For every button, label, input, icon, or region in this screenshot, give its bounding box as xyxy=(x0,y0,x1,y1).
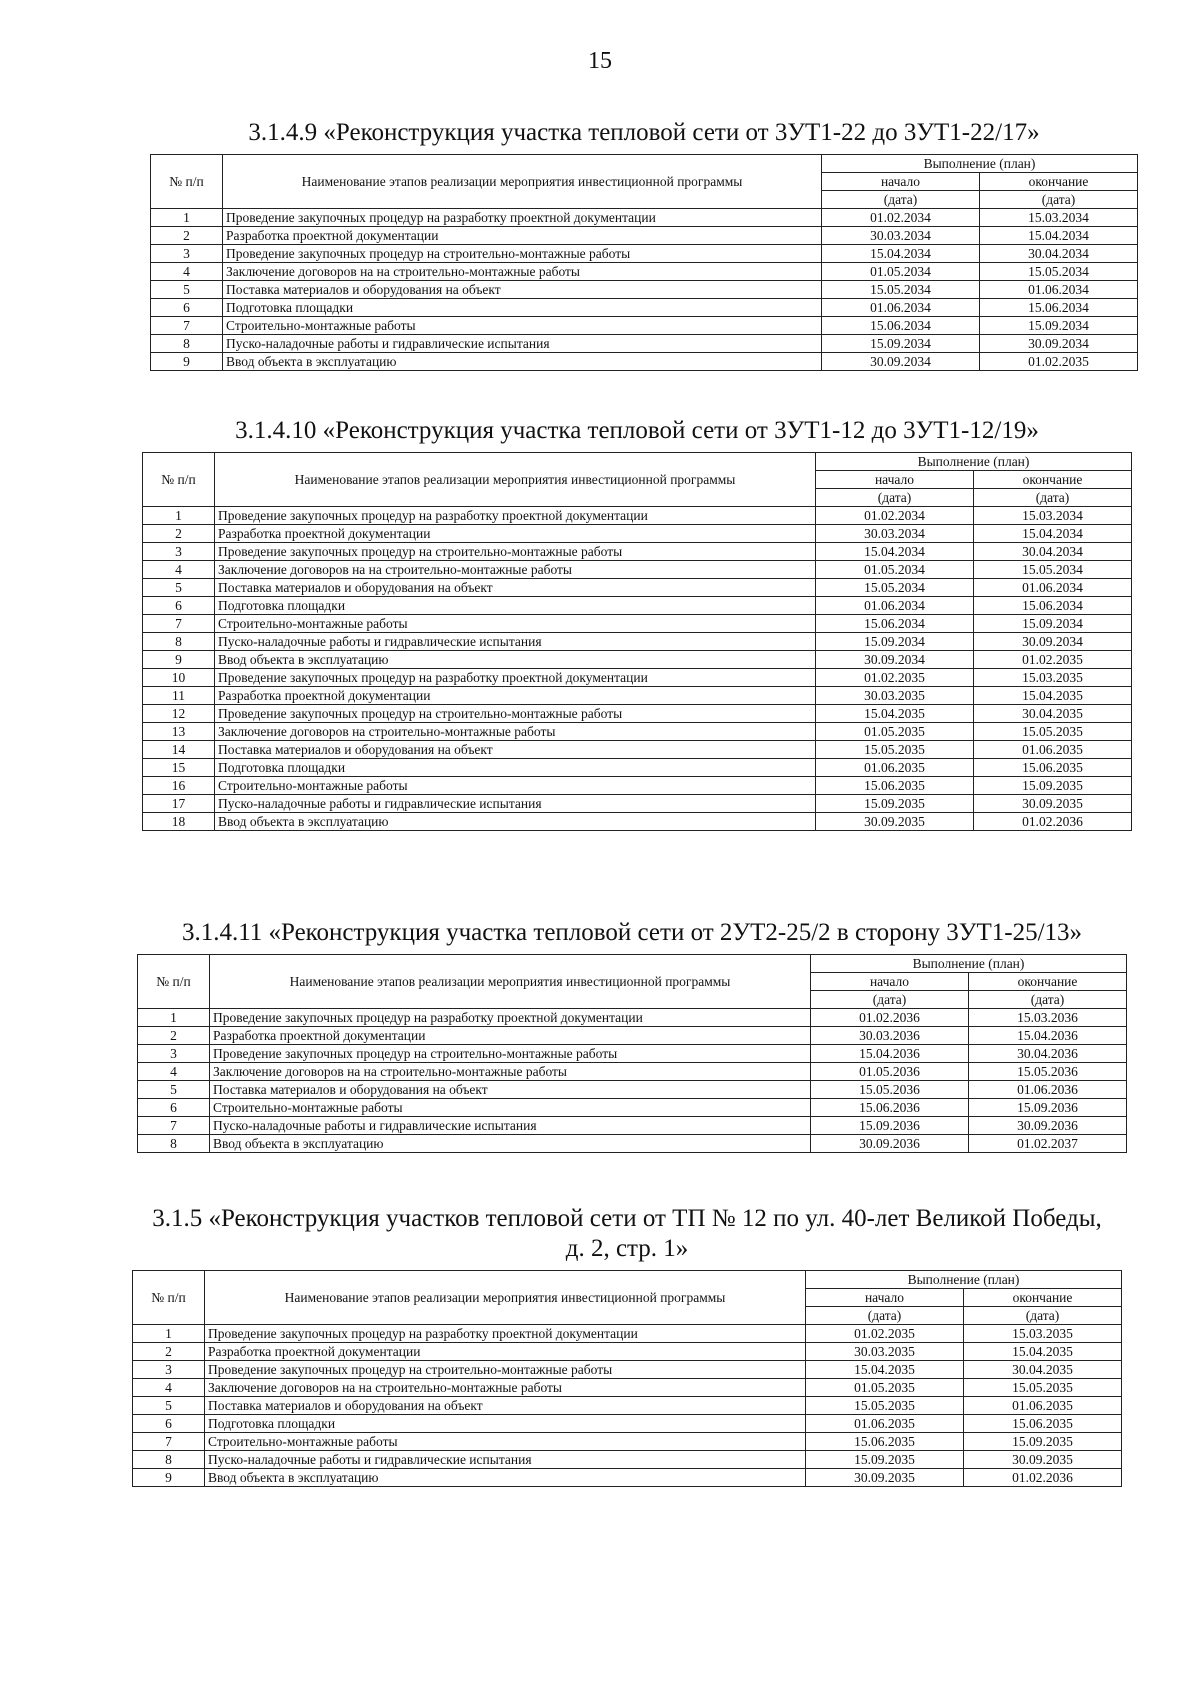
row-number: 8 xyxy=(138,1135,210,1153)
end-date: 01.02.2035 xyxy=(974,651,1132,669)
end-date: 15.03.2034 xyxy=(974,507,1132,525)
stage-name: Проведение закупочных процедур на разработку проектной документации xyxy=(223,209,822,227)
header-execution: Выполнение (план) xyxy=(816,453,1132,471)
table-row xyxy=(143,579,1132,597)
end-date: 01.02.2037 xyxy=(969,1135,1127,1153)
end-date: 15.03.2035 xyxy=(974,669,1132,687)
header-name: Наименование этапов реализации мероприятия инвестиционной программы xyxy=(223,155,822,209)
end-date: 30.04.2035 xyxy=(964,1361,1122,1379)
table-row xyxy=(143,687,1132,705)
start-date: 01.02.2034 xyxy=(816,507,974,525)
row-number: 5 xyxy=(138,1081,210,1099)
table-row xyxy=(151,299,1138,317)
row-number: 11 xyxy=(143,687,215,705)
table-row xyxy=(143,705,1132,723)
start-date: 30.09.2035 xyxy=(816,813,974,831)
row-number: 5 xyxy=(133,1397,205,1415)
header-start-date: (дата) xyxy=(806,1307,964,1325)
row-number: 7 xyxy=(151,317,223,335)
stage-name: Заключение договоров на на строительно-монтажные работы xyxy=(205,1379,806,1397)
row-number: 9 xyxy=(133,1469,205,1487)
header-end: окончание xyxy=(964,1289,1122,1307)
stage-name: Поставка материалов и оборудования на объект xyxy=(210,1081,811,1099)
start-date: 01.02.2035 xyxy=(816,669,974,687)
row-number: 4 xyxy=(151,263,223,281)
table-row xyxy=(133,1433,1122,1451)
stage-name: Заключение договоров на на строительно-монтажные работы xyxy=(223,263,822,281)
start-date: 15.05.2036 xyxy=(811,1081,969,1099)
stage-name: Ввод объекта в эксплуатацию xyxy=(210,1135,811,1153)
start-date: 01.02.2034 xyxy=(822,209,980,227)
start-date: 01.06.2035 xyxy=(816,759,974,777)
row-number: 13 xyxy=(143,723,215,741)
stage-name: Пуско-наладочные работы и гидравлические испытания xyxy=(215,633,816,651)
stage-name: Строительно-монтажные работы xyxy=(215,615,816,633)
table-row xyxy=(143,507,1132,525)
stage-name: Проведение закупочных процедур на строительно-монтажные работы xyxy=(215,705,816,723)
header-start-date: (дата) xyxy=(811,991,969,1009)
row-number: 2 xyxy=(143,525,215,543)
start-date: 15.06.2035 xyxy=(816,777,974,795)
start-date: 01.06.2034 xyxy=(816,597,974,615)
table-row xyxy=(138,1009,1127,1027)
row-number: 8 xyxy=(143,633,215,651)
header-num: № п/п xyxy=(138,955,210,1009)
header-end-date: (дата) xyxy=(964,1307,1122,1325)
end-date: 15.04.2036 xyxy=(969,1027,1127,1045)
end-date: 01.06.2035 xyxy=(964,1397,1122,1415)
header-end-date: (дата) xyxy=(974,489,1132,507)
header-end: окончание xyxy=(980,173,1138,191)
header-start: начало xyxy=(806,1289,964,1307)
row-number: 5 xyxy=(143,579,215,597)
row-number: 9 xyxy=(143,651,215,669)
section-title: 3.1.5 «Реконструкция участков тепловой сети от ТП № 12 по ул. 40-лет Великой Победы, xyxy=(152,1205,1102,1232)
end-date: 15.05.2035 xyxy=(964,1379,1122,1397)
row-number: 17 xyxy=(143,795,215,813)
table-row xyxy=(143,669,1132,687)
header-num: № п/п xyxy=(133,1271,205,1325)
header-num: № п/п xyxy=(143,453,215,507)
plan-table xyxy=(142,452,1132,831)
table-row xyxy=(151,317,1138,335)
row-number: 2 xyxy=(138,1027,210,1045)
stage-name: Ввод объекта в эксплуатацию xyxy=(205,1469,806,1487)
stage-name: Пуско-наладочные работы и гидравлические испытания xyxy=(210,1117,811,1135)
start-date: 15.06.2036 xyxy=(811,1099,969,1117)
row-number: 6 xyxy=(151,299,223,317)
end-date: 30.09.2035 xyxy=(974,795,1132,813)
stage-name: Разработка проектной документации xyxy=(215,525,816,543)
end-date: 15.09.2036 xyxy=(969,1099,1127,1117)
end-date: 15.06.2034 xyxy=(974,597,1132,615)
stage-name: Ввод объекта в эксплуатацию xyxy=(215,651,816,669)
start-date: 15.09.2035 xyxy=(816,795,974,813)
row-number: 5 xyxy=(151,281,223,299)
row-number: 15 xyxy=(143,759,215,777)
header-end-date: (дата) xyxy=(980,191,1138,209)
stage-name: Разработка проектной документации xyxy=(223,227,822,245)
stage-name: Разработка проектной документации xyxy=(210,1027,811,1045)
plan-table xyxy=(137,954,1127,1153)
start-date: 15.09.2035 xyxy=(806,1451,964,1469)
start-date: 30.03.2036 xyxy=(811,1027,969,1045)
row-number: 4 xyxy=(138,1063,210,1081)
end-date: 01.06.2034 xyxy=(974,579,1132,597)
start-date: 30.09.2036 xyxy=(811,1135,969,1153)
row-number: 1 xyxy=(151,209,223,227)
end-date: 15.03.2034 xyxy=(980,209,1138,227)
table-row xyxy=(143,723,1132,741)
start-date: 15.05.2035 xyxy=(806,1397,964,1415)
start-date: 15.06.2034 xyxy=(822,317,980,335)
section-title: 3.1.4.9 «Реконструкция участка тепловой сети от 3УТ1-22 до 3УТ1-22/17» xyxy=(248,119,1040,146)
end-date: 15.05.2035 xyxy=(974,723,1132,741)
table-row xyxy=(151,353,1138,371)
table-row xyxy=(143,795,1132,813)
start-date: 15.09.2034 xyxy=(816,633,974,651)
end-date: 15.05.2036 xyxy=(969,1063,1127,1081)
header-name: Наименование этапов реализации мероприятия инвестиционной программы xyxy=(205,1271,806,1325)
stage-name: Подготовка площадки xyxy=(223,299,822,317)
end-date: 30.04.2036 xyxy=(969,1045,1127,1063)
end-date: 30.09.2036 xyxy=(969,1117,1127,1135)
table-row xyxy=(143,561,1132,579)
stage-name: Поставка материалов и оборудования на объект xyxy=(215,579,816,597)
end-date: 15.09.2034 xyxy=(980,317,1138,335)
table-row xyxy=(143,777,1132,795)
end-date: 15.06.2034 xyxy=(980,299,1138,317)
section-3-1-4-9 xyxy=(150,118,1138,371)
stage-name: Подготовка площадки xyxy=(205,1415,806,1433)
row-number: 3 xyxy=(133,1361,205,1379)
stage-name: Заключение договоров на на строительно-монтажные работы xyxy=(215,561,816,579)
page-number: 15 xyxy=(588,48,612,74)
start-date: 15.04.2034 xyxy=(816,543,974,561)
table-row xyxy=(133,1379,1122,1397)
table-row xyxy=(143,543,1132,561)
stage-name: Проведение закупочных процедур на строительно-монтажные работы xyxy=(215,543,816,561)
stage-name: Ввод объекта в эксплуатацию xyxy=(223,353,822,371)
row-number: 7 xyxy=(143,615,215,633)
table-row xyxy=(133,1451,1122,1469)
stage-name: Ввод объекта в эксплуатацию xyxy=(215,813,816,831)
stage-name: Проведение закупочных процедур на строительно-монтажные работы xyxy=(210,1045,811,1063)
end-date: 30.09.2035 xyxy=(964,1451,1122,1469)
table-row xyxy=(151,209,1138,227)
row-number: 8 xyxy=(133,1451,205,1469)
end-date: 30.04.2035 xyxy=(974,705,1132,723)
end-date: 01.06.2035 xyxy=(974,741,1132,759)
end-date: 15.04.2035 xyxy=(964,1343,1122,1361)
stage-name: Разработка проектной документации xyxy=(205,1343,806,1361)
header-name: Наименование этапов реализации мероприятия инвестиционной программы xyxy=(215,453,816,507)
row-number: 4 xyxy=(143,561,215,579)
table-row xyxy=(138,1135,1127,1153)
table-row xyxy=(151,335,1138,353)
stage-name: Проведение закупочных процедур на разработку проектной документации xyxy=(215,507,816,525)
table-row xyxy=(143,525,1132,543)
end-date: 30.04.2034 xyxy=(980,245,1138,263)
table-row xyxy=(143,651,1132,669)
stage-name: Пуско-наладочные работы и гидравлические испытания xyxy=(205,1451,806,1469)
row-number: 3 xyxy=(151,245,223,263)
section-title-line2: д. 2, стр. 1» xyxy=(565,1235,689,1262)
end-date: 15.05.2034 xyxy=(974,561,1132,579)
table-row xyxy=(151,263,1138,281)
row-number: 3 xyxy=(143,543,215,561)
stage-name: Проведение закупочных процедур на разработку проектной документации xyxy=(205,1325,806,1343)
table-row xyxy=(143,813,1132,831)
start-date: 30.09.2035 xyxy=(806,1469,964,1487)
header-start: начало xyxy=(816,471,974,489)
plan-table xyxy=(150,154,1138,371)
header-execution: Выполнение (план) xyxy=(806,1271,1122,1289)
end-date: 30.09.2034 xyxy=(974,633,1132,651)
end-date: 15.05.2034 xyxy=(980,263,1138,281)
stage-name: Проведение закупочных процедур на разработку проектной документации xyxy=(210,1009,811,1027)
row-number: 6 xyxy=(143,597,215,615)
table-row xyxy=(133,1343,1122,1361)
stage-name: Поставка материалов и оборудования на объект xyxy=(223,281,822,299)
end-date: 30.04.2034 xyxy=(974,543,1132,561)
row-number: 16 xyxy=(143,777,215,795)
header-num: № п/п xyxy=(151,155,223,209)
table-row xyxy=(143,759,1132,777)
end-date: 15.06.2035 xyxy=(964,1415,1122,1433)
header-execution: Выполнение (план) xyxy=(822,155,1138,173)
start-date: 01.05.2034 xyxy=(816,561,974,579)
end-date: 15.04.2034 xyxy=(980,227,1138,245)
row-number: 1 xyxy=(143,507,215,525)
start-date: 15.09.2034 xyxy=(822,335,980,353)
end-date: 01.02.2035 xyxy=(980,353,1138,371)
table-row xyxy=(133,1415,1122,1433)
header-start: начало xyxy=(822,173,980,191)
stage-name: Заключение договоров на на строительно-монтажные работы xyxy=(210,1063,811,1081)
header-start-date: (дата) xyxy=(822,191,980,209)
start-date: 15.06.2034 xyxy=(816,615,974,633)
table-row xyxy=(151,281,1138,299)
row-number: 9 xyxy=(151,353,223,371)
row-number: 2 xyxy=(151,227,223,245)
table-row xyxy=(138,1099,1127,1117)
start-date: 01.06.2034 xyxy=(822,299,980,317)
start-date: 15.05.2034 xyxy=(816,579,974,597)
end-date: 15.04.2034 xyxy=(974,525,1132,543)
start-date: 15.05.2035 xyxy=(816,741,974,759)
row-number: 6 xyxy=(133,1415,205,1433)
table-row xyxy=(133,1361,1122,1379)
table-row xyxy=(138,1117,1127,1135)
start-date: 15.06.2035 xyxy=(806,1433,964,1451)
row-number: 2 xyxy=(133,1343,205,1361)
start-date: 30.03.2035 xyxy=(816,687,974,705)
table-row xyxy=(138,1027,1127,1045)
start-date: 01.05.2035 xyxy=(806,1379,964,1397)
end-date: 15.03.2036 xyxy=(969,1009,1127,1027)
start-date: 15.09.2036 xyxy=(811,1117,969,1135)
start-date: 30.03.2034 xyxy=(822,227,980,245)
table-row xyxy=(138,1063,1127,1081)
start-date: 01.05.2036 xyxy=(811,1063,969,1081)
end-date: 01.02.2036 xyxy=(964,1469,1122,1487)
start-date: 01.05.2035 xyxy=(816,723,974,741)
stage-name: Проведение закупочных процедур на строительно-монтажные работы xyxy=(205,1361,806,1379)
table-row xyxy=(143,597,1132,615)
end-date: 15.09.2034 xyxy=(974,615,1132,633)
section-3-1-5 xyxy=(132,1204,1122,1487)
start-date: 15.04.2034 xyxy=(822,245,980,263)
start-date: 15.04.2035 xyxy=(806,1361,964,1379)
start-date: 01.02.2035 xyxy=(806,1325,964,1343)
row-number: 3 xyxy=(138,1045,210,1063)
row-number: 7 xyxy=(138,1117,210,1135)
row-number: 1 xyxy=(133,1325,205,1343)
table-row xyxy=(143,633,1132,651)
stage-name: Разработка проектной документации xyxy=(215,687,816,705)
start-date: 15.04.2036 xyxy=(811,1045,969,1063)
end-date: 15.09.2035 xyxy=(974,777,1132,795)
stage-name: Проведение закупочных процедур на строительно-монтажные работы xyxy=(223,245,822,263)
end-date: 15.04.2035 xyxy=(974,687,1132,705)
start-date: 30.03.2034 xyxy=(816,525,974,543)
start-date: 30.09.2034 xyxy=(822,353,980,371)
start-date: 01.02.2036 xyxy=(811,1009,969,1027)
row-number: 18 xyxy=(143,813,215,831)
header-end-date: (дата) xyxy=(969,991,1127,1009)
row-number: 12 xyxy=(143,705,215,723)
section-3-1-4-10 xyxy=(142,416,1132,831)
end-date: 15.03.2035 xyxy=(964,1325,1122,1343)
table-row xyxy=(143,741,1132,759)
stage-name: Подготовка площадки xyxy=(215,597,816,615)
section-title: 3.1.4.11 «Реконструкция участка тепловой сети от 2УТ2-25/2 в сторону 3УТ1-25/13» xyxy=(181,919,1083,946)
stage-name: Заключение договоров на строительно-монтажные работы xyxy=(215,723,816,741)
stage-name: Строительно-монтажные работы xyxy=(223,317,822,335)
start-date: 15.05.2034 xyxy=(822,281,980,299)
stage-name: Строительно-монтажные работы xyxy=(215,777,816,795)
plan-table xyxy=(132,1270,1122,1487)
row-number: 8 xyxy=(151,335,223,353)
row-number: 4 xyxy=(133,1379,205,1397)
table-row xyxy=(133,1469,1122,1487)
row-number: 10 xyxy=(143,669,215,687)
end-date: 15.06.2035 xyxy=(974,759,1132,777)
header-start: начало xyxy=(811,973,969,991)
stage-name: Пуско-наладочные работы и гидравлические испытания xyxy=(215,795,816,813)
row-number: 14 xyxy=(143,741,215,759)
end-date: 30.09.2034 xyxy=(980,335,1138,353)
end-date: 15.09.2035 xyxy=(964,1433,1122,1451)
table-row xyxy=(151,245,1138,263)
start-date: 15.04.2035 xyxy=(816,705,974,723)
header-name: Наименование этапов реализации мероприятия инвестиционной программы xyxy=(210,955,811,1009)
header-start-date: (дата) xyxy=(816,489,974,507)
table-row xyxy=(138,1045,1127,1063)
start-date: 30.03.2035 xyxy=(806,1343,964,1361)
end-date: 01.02.2036 xyxy=(974,813,1132,831)
section-title: 3.1.4.10 «Реконструкция участка тепловой сети от 3УТ1-12 до 3УТ1-12/19» xyxy=(235,417,1039,444)
table-row xyxy=(133,1397,1122,1415)
header-execution: Выполнение (план) xyxy=(811,955,1127,973)
stage-name: Строительно-монтажные работы xyxy=(205,1433,806,1451)
stage-name: Подготовка площадки xyxy=(215,759,816,777)
stage-name: Поставка материалов и оборудования на объект xyxy=(205,1397,806,1415)
header-end: окончание xyxy=(969,973,1127,991)
table-row xyxy=(143,615,1132,633)
stage-name: Проведение закупочных процедур на разработку проектной документации xyxy=(215,669,816,687)
table-row xyxy=(138,1081,1127,1099)
start-date: 01.05.2034 xyxy=(822,263,980,281)
end-date: 01.06.2034 xyxy=(980,281,1138,299)
section-3-1-4-11 xyxy=(137,918,1127,1153)
row-number: 6 xyxy=(138,1099,210,1117)
table-row xyxy=(133,1325,1122,1343)
start-date: 01.06.2035 xyxy=(806,1415,964,1433)
stage-name: Строительно-монтажные работы xyxy=(210,1099,811,1117)
end-date: 01.06.2036 xyxy=(969,1081,1127,1099)
row-number: 7 xyxy=(133,1433,205,1451)
header-end: окончание xyxy=(974,471,1132,489)
table-row xyxy=(151,227,1138,245)
row-number: 1 xyxy=(138,1009,210,1027)
start-date: 30.09.2034 xyxy=(816,651,974,669)
stage-name: Поставка материалов и оборудования на объект xyxy=(215,741,816,759)
stage-name: Пуско-наладочные работы и гидравлические испытания xyxy=(223,335,822,353)
